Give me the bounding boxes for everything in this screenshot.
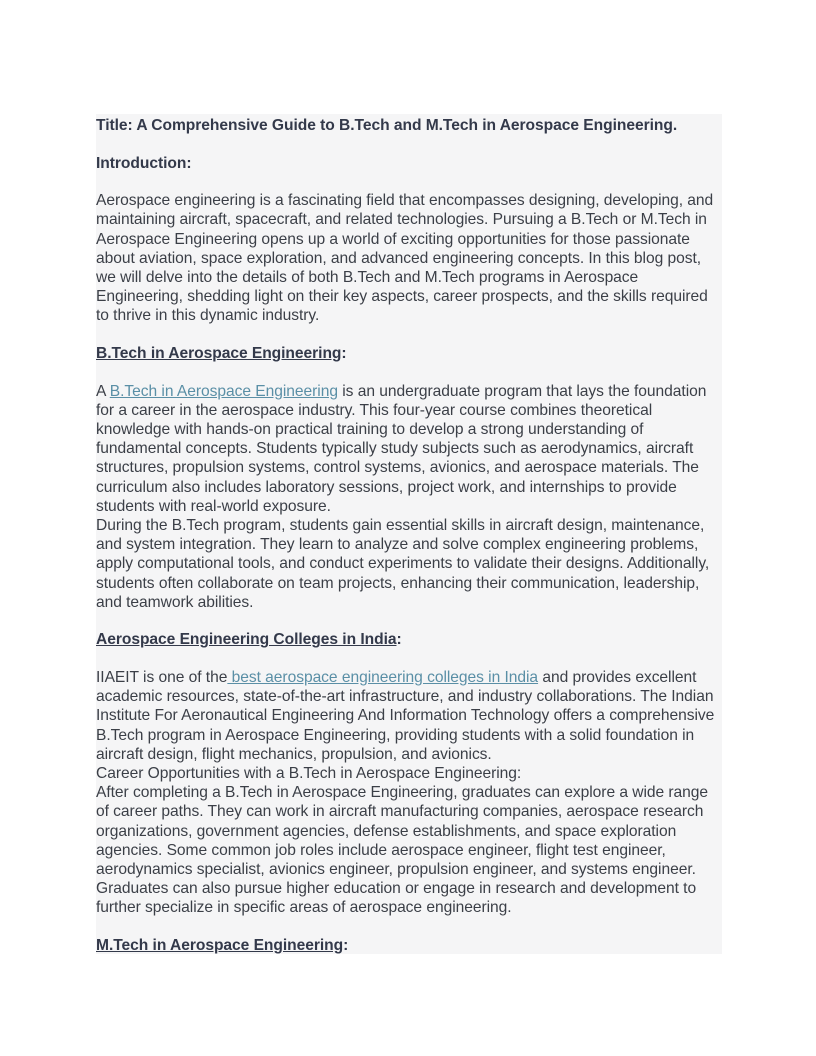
intro-heading: Introduction: bbox=[96, 154, 192, 172]
colleges-lead-text: IIAEIT is one of the bbox=[96, 669, 228, 687]
btech-heading-colon: : bbox=[341, 345, 347, 362]
colleges-paragraph-1-rest: and provides excellent academic resources, state-of-the-art infrastructure, and industry collaborations. The Indian Institute For Aeronautical Engineering And Information Technology offers a comprehensive B.Tech program in Aerospace Engineering, providing students with a solid foundation in aircraft design, flight mechanics, propulsion, and avionics. bbox=[96, 669, 715, 763]
btech-heading-text: B.Tech in Aerospace Engineering bbox=[96, 345, 342, 362]
btech-section-heading bbox=[96, 344, 722, 363]
best-colleges-link[interactable]: best aerospace engineering colleges in India bbox=[227, 669, 539, 687]
mtech-heading-text: M.Tech in Aerospace Engineering bbox=[96, 937, 344, 955]
document-body bbox=[96, 114, 722, 954]
btech-paragraph-1-rest: is an undergraduate program that lays the foundation for a career in the aerospace industry. This four-year course combines theoretical knowledge with hands-on practical training to develop a strong understanding of fundamental concepts. Students typically study subjects such as aerodynamics, aircraft structures, propulsion systems, control systems, avionics, and aerospace materials. The curriculum also includes laboratory sessions, project work, and internships to provide students with real-world exposure. bbox=[96, 382, 707, 515]
mtech-heading-colon: : bbox=[343, 937, 349, 955]
colleges-heading-colon: : bbox=[396, 631, 402, 649]
btech-lead-text: A bbox=[96, 382, 110, 400]
mtech-section-heading bbox=[96, 936, 722, 955]
colleges-heading-text: Aerospace Engineering Colleges in India bbox=[96, 631, 397, 649]
career-opportunities-line: Career Opportunities with a B.Tech in Aerospace Engineering: bbox=[96, 765, 522, 783]
document-title: Title: A Comprehensive Guide to B.Tech and M.Tech in Aerospace Engineering. bbox=[96, 117, 678, 134]
btech-paragraph-1 bbox=[96, 382, 722, 516]
colleges-paragraph-1 bbox=[96, 668, 722, 764]
colleges-section-heading bbox=[96, 630, 722, 649]
career-opportunities-paragraph: After completing a B.Tech in Aerospace Engineering, graduates can explore a wide range of career paths. They can work in aircraft manufacturing companies, aerospace research organizations, government agencies, defense establishments, and space exploration agencies. Some common job roles include aerospace engineer, flight test engineer, aerodynamics specialist, avionics engineer, propulsion engineer, and systems engineer. Graduates can also pursue higher education or engage in research and development to further specialize in specific areas of aerospace engineering. bbox=[96, 784, 709, 917]
btech-paragraph-2: During the B.Tech program, students gain essential skills in aircraft design, maintenance, and system integration. They learn to analyze and solve complex engineering problems, apply computational tools, and conduct experiments to validate their designs. Additionally, students often collaborate on team projects, enhancing their communication, leadership, and teamwork abilities. bbox=[96, 517, 710, 611]
intro-paragraph: Aerospace engineering is a fascinating field that encompasses designing, developing, and maintaining aircraft, spacecraft, and related technologies. Pursuing a B.Tech or M.Tech in Aerospace Engineering opens up a world of exciting opportunities for those passionate about aviation, space exploration, and advanced engineering concepts. In this blog post, we will delve into the details of both B.Tech and M.Tech programs in Aerospace Engineering, shedding light on their key aspects, career prospects, and the skills required to thrive in this dynamic industry. bbox=[96, 192, 714, 325]
btech-program-link[interactable]: B.Tech in Aerospace Engineering bbox=[109, 382, 338, 400]
